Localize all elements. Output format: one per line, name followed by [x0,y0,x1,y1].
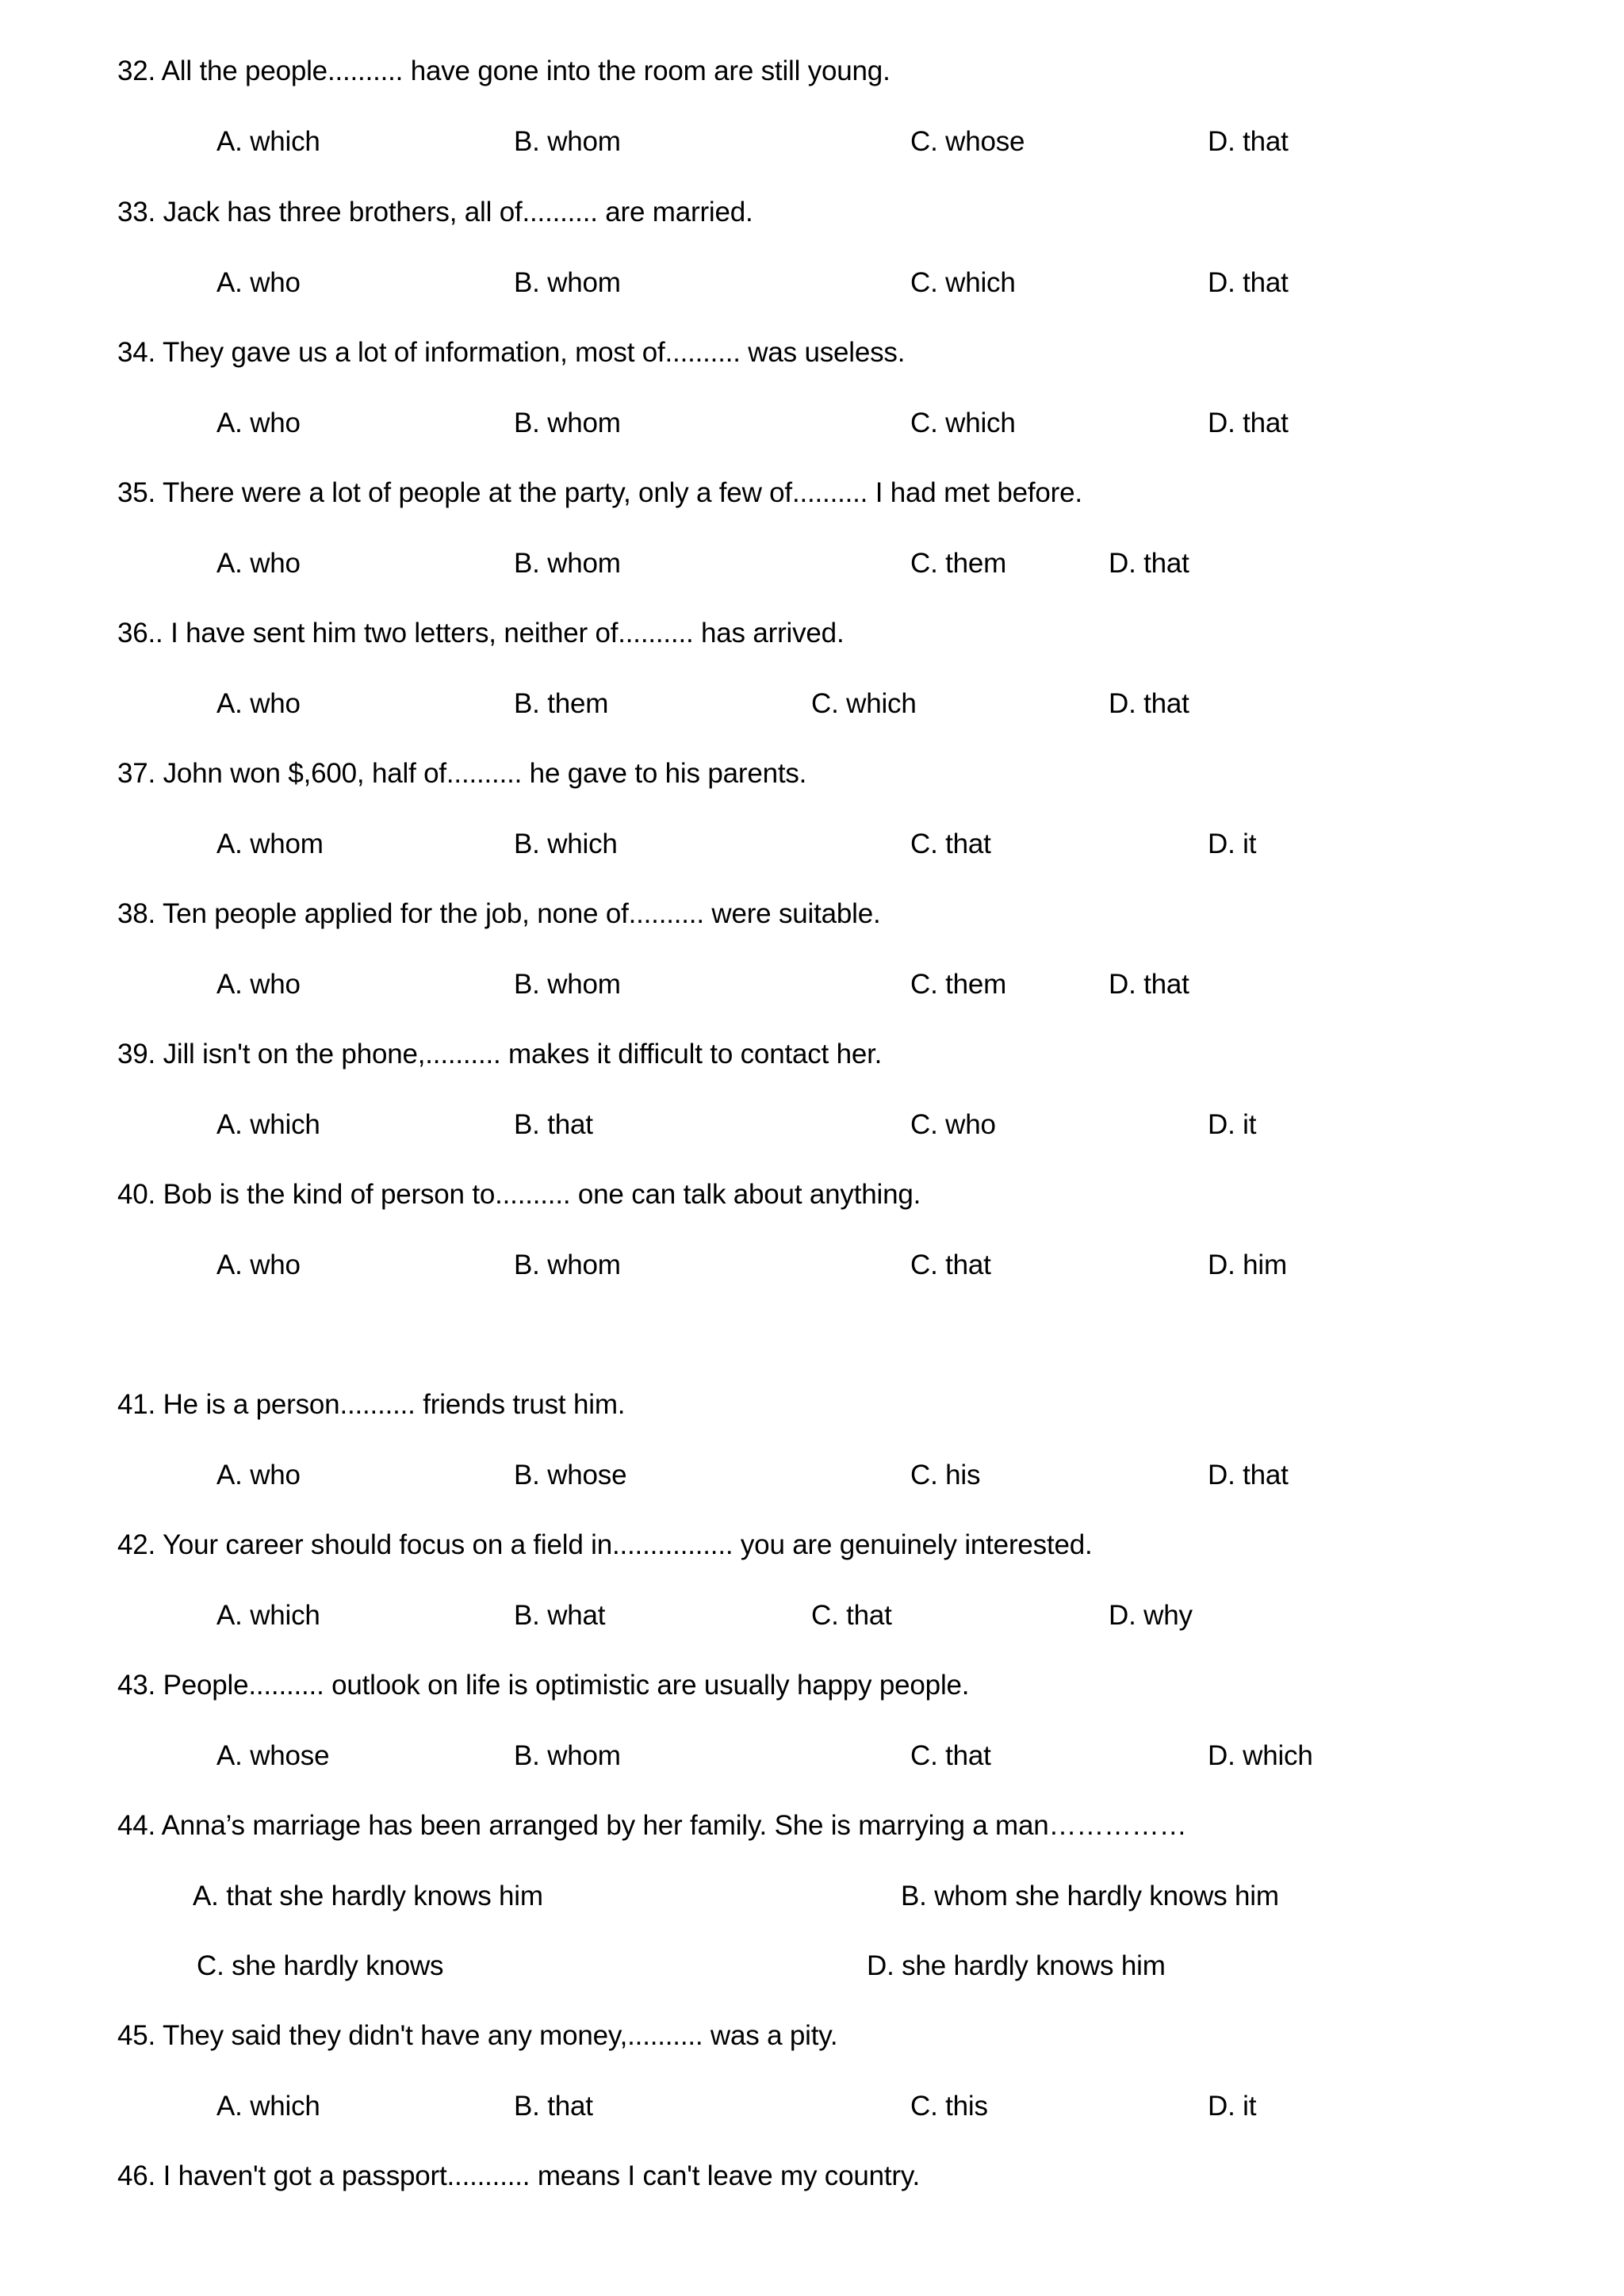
q33-option-a: A. who [216,267,301,298]
q43-option-c: C. that [910,1740,991,1771]
q43-option-a: A. whose [216,1740,330,1771]
q41-option-c: C. his [910,1460,981,1490]
question-45: 45. They said they didn't have any money,.......... was a pity. [117,2020,838,2051]
q41-option-a: A. who [216,1460,301,1490]
question-34: 34. They gave us a lot of information, most of.......... was useless. [117,337,906,368]
q45-option-a: A. which [216,2091,320,2122]
q35-option-b: B. whom [514,548,621,579]
q37-option-a: A. whom [216,828,324,859]
q41-option-b: B. whose [514,1460,627,1490]
q40-option-c: C. that [910,1249,991,1280]
q42-option-a: A. which [216,1600,320,1631]
question-32: 32. All the people.......... have gone into the room are still young. [117,55,891,86]
question-41: 41. He is a person.......... friends trust him. [117,1389,626,1420]
q36-option-d: D. that [1109,688,1189,719]
question-35: 35. There were a lot of people at the party, only a few of.......... I had met before. [117,477,1082,508]
q42-option-d: D. why [1109,1600,1193,1631]
q35-option-d: D. that [1109,548,1189,579]
q37-option-c: C. that [910,828,991,859]
q38-option-a: A. who [216,969,301,1000]
question-43: 43. People.......... outlook on life is optimistic are usually happy people. [117,1670,970,1701]
q33-option-d: D. that [1208,267,1289,298]
question-37: 37. John won $,600, half of.......... he gave to his parents. [117,758,807,789]
q44-option-b: B. whom she hardly knows him [901,1881,1279,1911]
q39-option-b: B. that [514,1109,593,1140]
q39-option-c: C. who [910,1109,996,1140]
q36-option-c: C. which [811,688,917,719]
q43-option-d: D. which [1208,1740,1313,1771]
q40-option-d: D. him [1208,1249,1287,1280]
q35-option-a: A. who [216,548,301,579]
question-38: 38. Ten people applied for the job, none of.......... were suitable. [117,898,881,929]
q39-option-d: D. it [1208,1109,1257,1140]
q44-option-a: A. that she hardly knows him [193,1881,543,1911]
q38-option-b: B. whom [514,969,621,1000]
q38-option-c: C. them [910,969,1007,1000]
q32-option-a: A. which [216,126,320,157]
q44-option-d: D. she hardly knows him [867,1950,1166,1981]
q40-option-a: A. who [216,1249,301,1280]
q42-option-c: C. that [811,1600,892,1631]
question-40: 40. Bob is the kind of person to.......... one can talk about anything. [117,1179,921,1210]
q36-option-b: B. them [514,688,609,719]
q43-option-b: B. whom [514,1740,621,1771]
q34-option-b: B. whom [514,408,621,438]
q42-option-b: B. what [514,1600,606,1631]
question-36: 36.. I have sent him two letters, neither of.......... has arrived. [117,618,845,649]
q35-option-c: C. them [910,548,1007,579]
q32-option-d: D. that [1208,126,1289,157]
q40-option-b: B. whom [514,1249,621,1280]
q45-option-c: C. this [910,2091,988,2122]
q41-option-d: D. that [1208,1460,1289,1490]
q45-option-d: D. it [1208,2091,1257,2122]
q37-option-d: D. it [1208,828,1257,859]
q34-option-c: C. which [910,408,1016,438]
q32-option-c: C. whose [910,126,1025,157]
question-42: 42. Your career should focus on a field in................ you are genuinely interested. [117,1529,1093,1560]
question-39: 39. Jill isn't on the phone,.......... makes it difficult to contact her. [117,1039,883,1070]
q38-option-d: D. that [1109,969,1189,1000]
question-33: 33. Jack has three brothers, all of.......... are married. [117,197,753,228]
question-46: 46. I haven't got a passport........... means I can't leave my country. [117,2160,921,2191]
q39-option-a: A. which [216,1109,320,1140]
q33-option-c: C. which [910,267,1016,298]
question-44: 44. Anna’s marriage has been arranged by her family. She is marrying a man…………… [117,1810,1187,1841]
q34-option-a: A. who [216,408,301,438]
q36-option-a: A. who [216,688,301,719]
q33-option-b: B. whom [514,267,621,298]
q34-option-d: D. that [1208,408,1289,438]
q44-option-c: C. she hardly knows [197,1950,444,1981]
q32-option-b: B. whom [514,126,621,157]
q37-option-b: B. which [514,828,618,859]
q45-option-b: B. that [514,2091,593,2122]
